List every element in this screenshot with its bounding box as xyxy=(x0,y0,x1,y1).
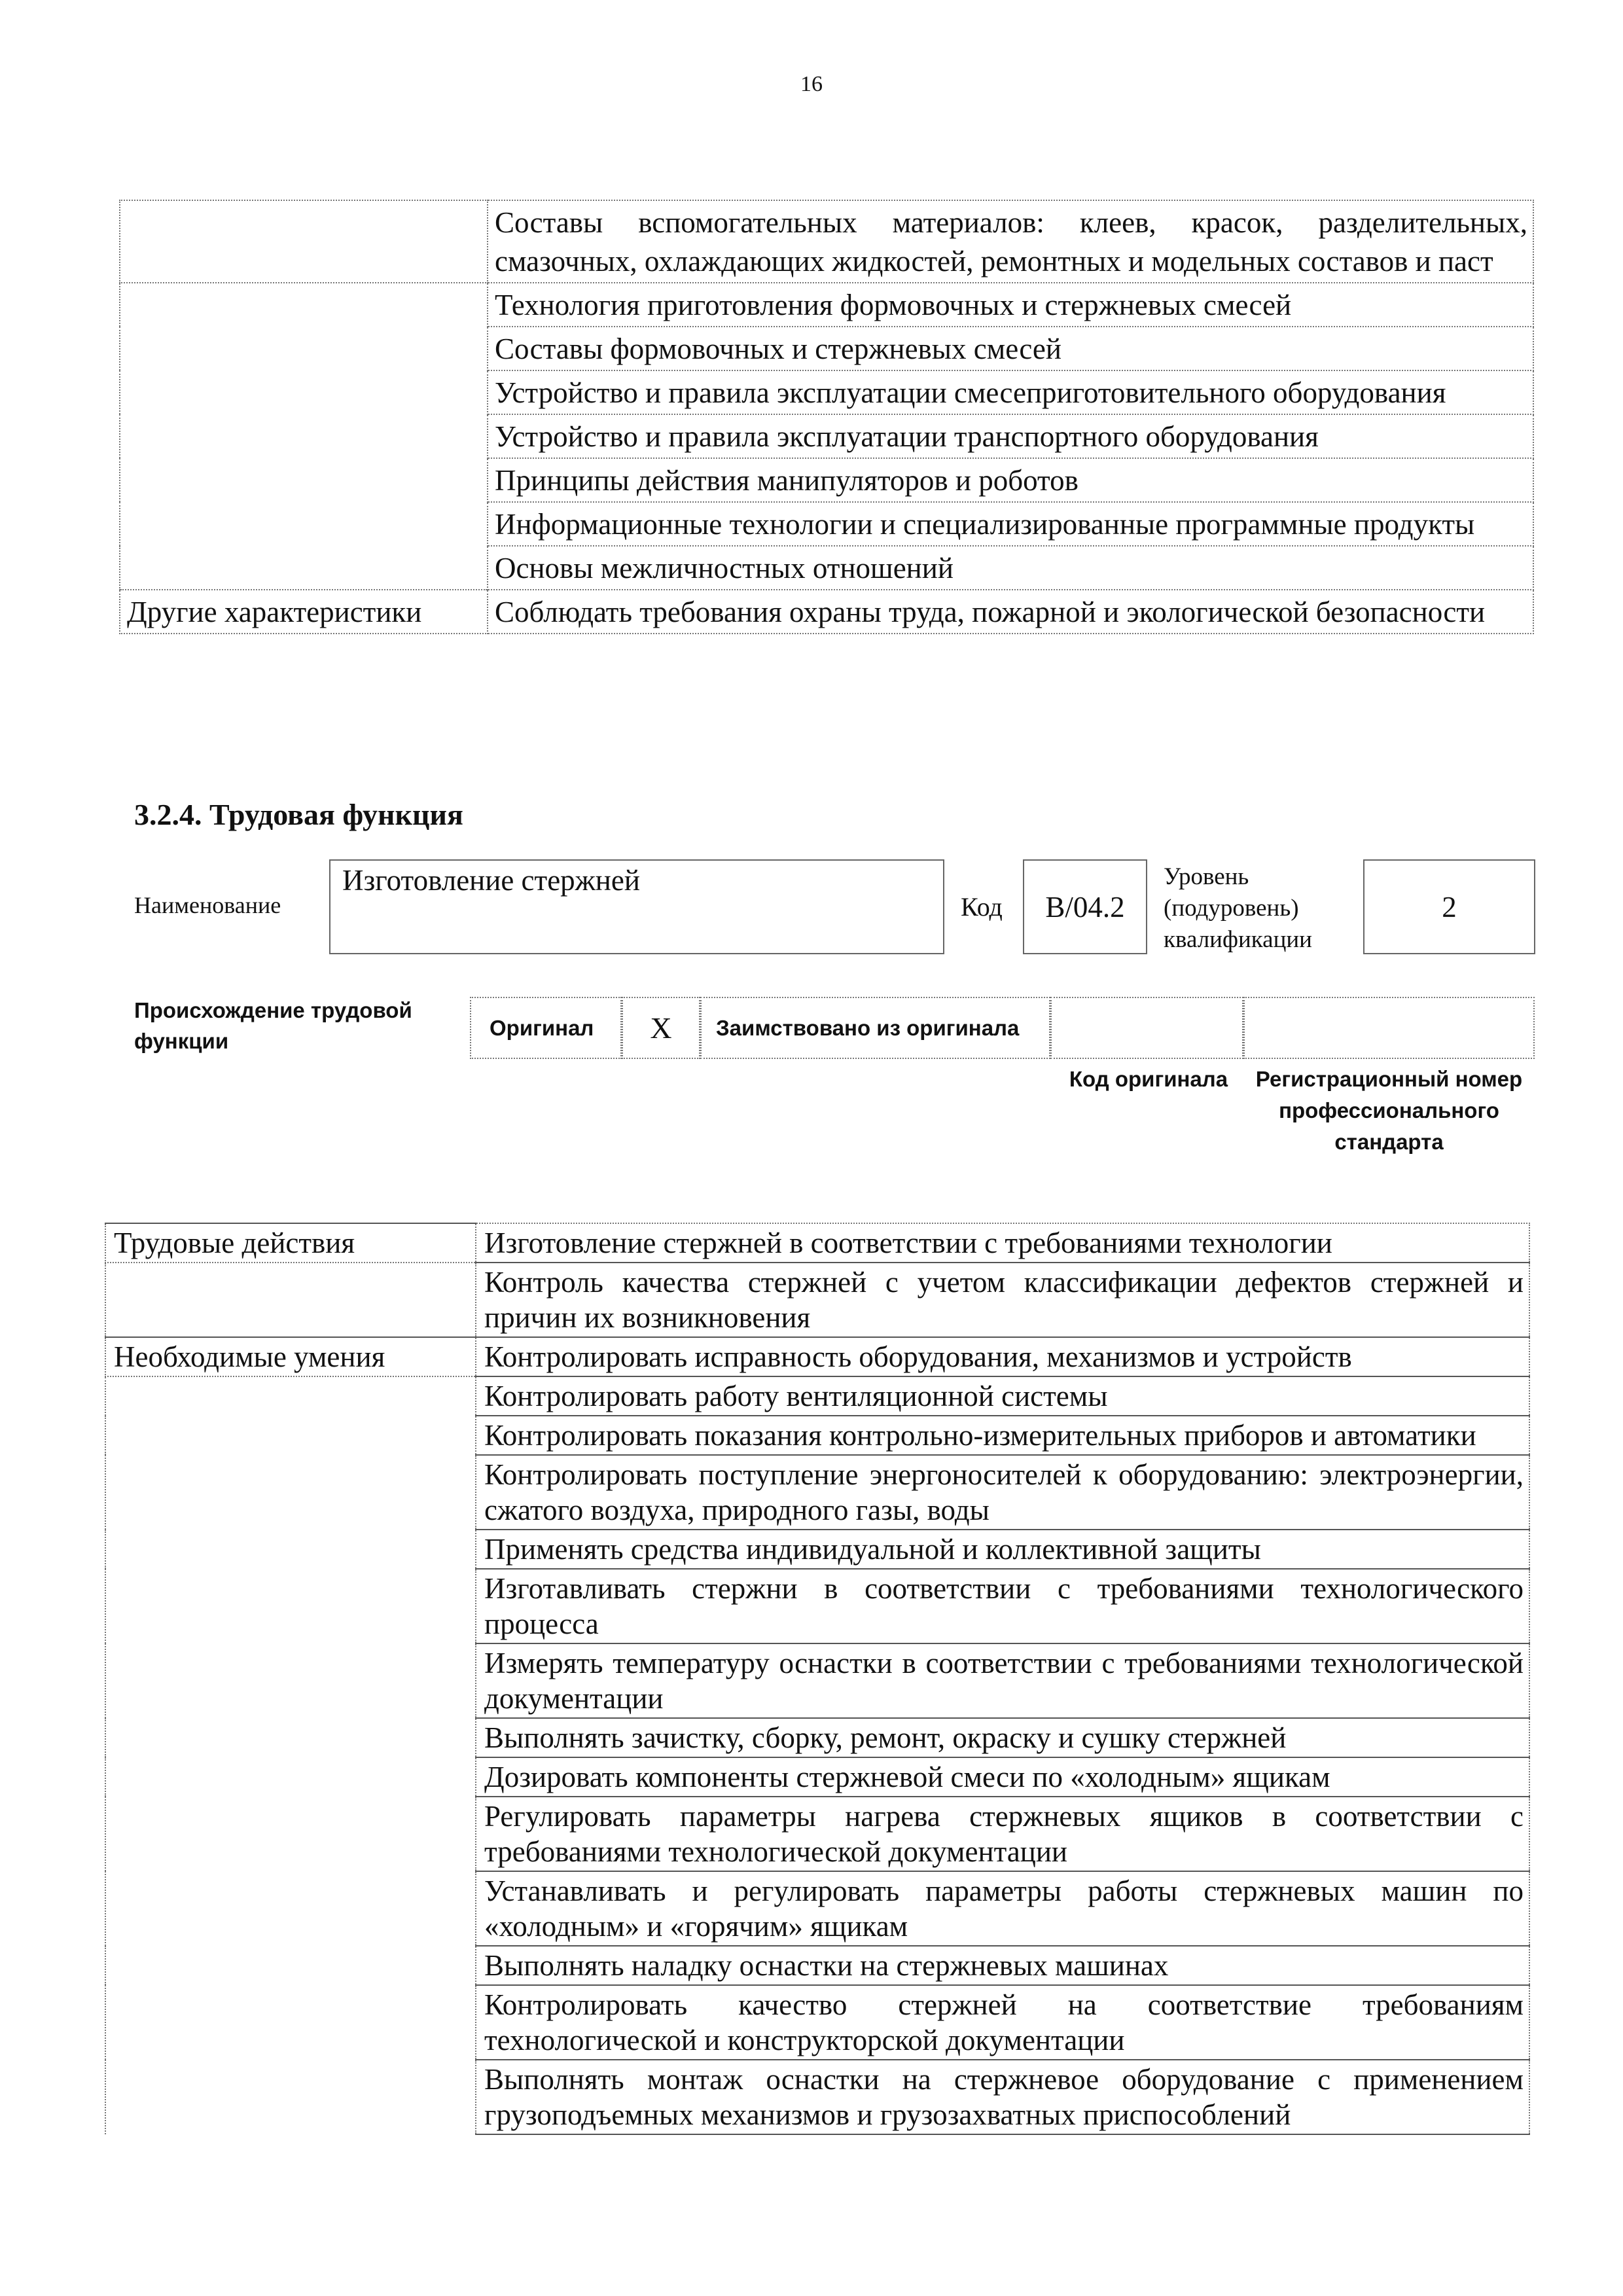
section-title: 3.2.4. Трудовая функция xyxy=(134,798,463,831)
table-cell-empty-label xyxy=(120,327,488,370)
table-cell-empty-label xyxy=(120,502,488,546)
table-row xyxy=(120,502,1533,546)
table-cell-empty-label xyxy=(105,1718,476,1757)
table-row xyxy=(105,1263,1529,1337)
knowledge-item: Основы межличностных отношений xyxy=(488,546,1533,590)
list-item: Контролировать поступление энергоносителей к оборудованию: электроэнергии, сжатого воздуха, природного газы, воды xyxy=(476,1455,1529,1530)
function-name-box xyxy=(329,859,944,954)
list-item: Контролировать качество стержней на соответствие требованиям технологической и конструкторской документации xyxy=(476,1985,1529,2060)
code-original-caption: Код оригинала xyxy=(1069,1067,1228,1091)
labor-actions-tbody xyxy=(105,1223,1529,2134)
table-row xyxy=(120,458,1533,502)
registration-number-cell xyxy=(1243,997,1535,1059)
table-cell-empty-label xyxy=(120,414,488,458)
table-row xyxy=(105,1985,1529,2060)
list-item: Изготавливать стержни в соответствии с требованиями технологического процесса xyxy=(476,1569,1529,1643)
table-row xyxy=(120,546,1533,590)
table-cell-empty-label xyxy=(105,1455,476,1530)
knowledge-item: Составы вспомогательных материалов: клеев, красок, разделительных, смазочных, охлаждающих жидкостей, ремонтных и модельных составов и паст xyxy=(488,200,1533,283)
knowledge-item: Принципы действия манипуляторов и роботов xyxy=(488,458,1533,502)
list-item: Дозировать компоненты стержневой смеси по «холодным» ящикам xyxy=(476,1757,1529,1797)
list-item: Выполнять монтаж оснастки на стержневое оборудование с применением грузоподъемных механизмов и грузозахватных приспособлений xyxy=(476,2060,1529,2134)
qualification-level-value: 2 xyxy=(1442,890,1457,924)
function-code-box xyxy=(1023,859,1147,954)
table-row xyxy=(105,1757,1529,1797)
function-name-value: Изготовление стержней xyxy=(342,864,640,897)
table-row xyxy=(105,1223,1529,1263)
table-cell-empty-label xyxy=(105,2060,476,2134)
list-item: Изготовление стержней в соответствии с требованиями технологии xyxy=(476,1223,1529,1263)
table-cell-empty-label xyxy=(105,1946,476,1985)
table-row xyxy=(105,1569,1529,1643)
table-row xyxy=(120,370,1533,414)
original-mark-cell xyxy=(622,997,700,1059)
original-code-cell xyxy=(1050,997,1243,1059)
knowledge-table xyxy=(119,200,1534,634)
table-row xyxy=(105,1797,1529,1871)
list-item: Контролировать показания контрольно-измерительных приборов и автоматики xyxy=(476,1416,1529,1455)
page-number: 16 xyxy=(800,72,823,96)
table-row xyxy=(105,2060,1529,2134)
table-row xyxy=(120,327,1533,370)
table-row xyxy=(105,1416,1529,1455)
code-label: Код xyxy=(961,892,1003,922)
list-item: Регулировать параметры нагрева стержневых ящиков в соответствии с требованиями технологической документации xyxy=(476,1797,1529,1871)
table-row xyxy=(105,1643,1529,1718)
original-mark: X xyxy=(650,1011,672,1045)
table-cell-empty-label xyxy=(105,1530,476,1569)
origin-row xyxy=(470,997,1535,1059)
name-label: Наименование xyxy=(134,892,281,918)
table-cell-empty-label xyxy=(120,200,488,283)
knowledge-item: Составы формовочных и стержневых смесей xyxy=(488,327,1533,370)
list-item: Устанавливать и регулировать параметры работы стержневых машин по «холодным» и «горячим» ящикам xyxy=(476,1871,1529,1946)
table-row xyxy=(105,1946,1529,1985)
table-cell-empty-label xyxy=(120,546,488,590)
original-label: Оригинал xyxy=(490,1015,594,1040)
required-skills-label: Необходимые умения xyxy=(105,1337,476,1376)
level-label: Уровень (подуровень) квалификации xyxy=(1164,863,1312,953)
table-cell-empty-label xyxy=(120,283,488,327)
original-cell xyxy=(470,997,622,1059)
list-item: Применять средства индивидуальной и коллективной защиты xyxy=(476,1530,1529,1569)
labor-actions-table xyxy=(105,1223,1530,2135)
table-row xyxy=(105,1871,1529,1946)
list-item: Контролировать исправность оборудования, механизмов и устройств xyxy=(476,1337,1529,1376)
table-cell-empty-label xyxy=(105,1569,476,1643)
table-row xyxy=(120,283,1533,327)
table-cell-empty-label xyxy=(105,1643,476,1718)
list-item: Выполнять зачистку, сборку, ремонт, окраску и сушку стержней xyxy=(476,1718,1529,1757)
labor-actions-label: Трудовые действия xyxy=(105,1223,476,1263)
table-row xyxy=(120,590,1533,634)
list-item: Контроль качества стержней с учетом классификации дефектов стержней и причин их возникновения xyxy=(476,1263,1529,1337)
table-cell-empty-label xyxy=(120,370,488,414)
list-item: Измерять температуру оснастки в соответствии с требованиями технологической документации xyxy=(476,1643,1529,1718)
registration-number-caption: Регистрационный номер профессионального стандарта xyxy=(1255,1067,1523,1154)
table-row xyxy=(105,1376,1529,1416)
table-cell-empty-label xyxy=(105,1757,476,1797)
other-characteristics-label: Другие характеристики xyxy=(120,590,488,634)
table-cell-empty-label xyxy=(105,1416,476,1455)
table-row xyxy=(105,1530,1529,1569)
knowledge-item: Технология приготовления формовочных и стержневых смесей xyxy=(488,283,1533,327)
table-row xyxy=(120,414,1533,458)
origin-label: Происхождение трудовой функции xyxy=(134,998,412,1053)
function-code-value: B/04.2 xyxy=(1045,890,1125,924)
list-item: Выполнять наладку оснастки на стержневых машинах xyxy=(476,1946,1529,1985)
table-row xyxy=(105,1718,1529,1757)
borrowed-label: Заимствовано из оригинала xyxy=(716,1015,1020,1040)
table-cell-empty-label xyxy=(105,1871,476,1946)
table-cell-empty-label xyxy=(105,1263,476,1337)
borrowed-cell xyxy=(700,997,1050,1059)
table-row xyxy=(120,200,1533,283)
other-characteristics-text: Соблюдать требования охраны труда, пожарной и экологической безопасности xyxy=(488,590,1533,634)
table-row xyxy=(105,1337,1529,1376)
list-item: Контролировать работу вентиляционной системы xyxy=(476,1376,1529,1416)
table-cell-empty-label xyxy=(120,458,488,502)
knowledge-item: Устройство и правила эксплуатации транспортного оборудования xyxy=(488,414,1533,458)
table-row xyxy=(105,1455,1529,1530)
qualification-level-box xyxy=(1363,859,1535,954)
table-cell-empty-label xyxy=(105,1985,476,2060)
knowledge-item: Информационные технологии и специализированные программные продукты xyxy=(488,502,1533,546)
knowledge-item: Устройство и правила эксплуатации смесеприготовительного оборудования xyxy=(488,370,1533,414)
table-cell-empty-label xyxy=(105,1376,476,1416)
table-cell-empty-label xyxy=(105,1797,476,1871)
